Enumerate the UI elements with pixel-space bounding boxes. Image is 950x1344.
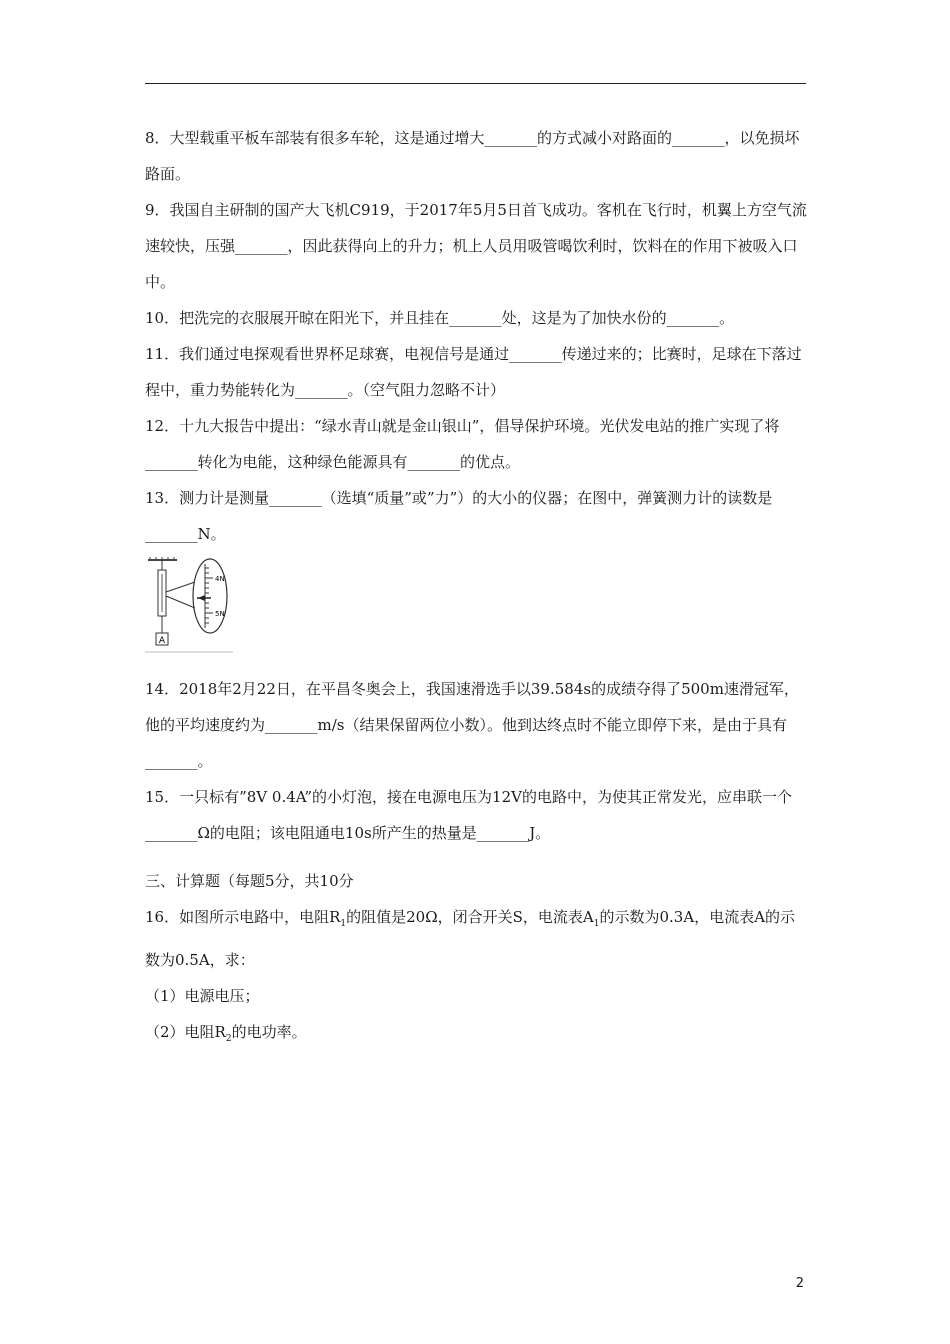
question-10: 10．把洗完的衣服展开晾在阳光下，并且挂在_______处，这是为了加快水份的_______。 bbox=[145, 309, 735, 327]
header-rule bbox=[145, 83, 806, 84]
section-heading: 三、计算题（每题5分，共10分 bbox=[145, 872, 354, 890]
page-number: 2 bbox=[795, 1276, 804, 1291]
q16-part2-text: 的电功率。 bbox=[231, 1023, 307, 1041]
spring-scale-figure bbox=[145, 556, 237, 654]
scale-label-5n: 5N bbox=[215, 610, 225, 618]
question-16 bbox=[145, 899, 807, 978]
question-8: 8．大型载重平板车部装有很多车轮，这是通过增大_______的方式减小对路面的_______，以免损坏路面。 bbox=[145, 129, 800, 183]
weight-label: A bbox=[158, 636, 166, 646]
question-13: 13．测力计是测量_______（选填“质量”或”力”）的大小的仪器；在图中，弹簧测力计的读数是_______N。 bbox=[145, 489, 773, 543]
q16-part2-text: （2）电阻R bbox=[145, 1023, 226, 1041]
zoom-ellipse bbox=[193, 559, 227, 633]
question-16-part-2 bbox=[145, 1014, 807, 1057]
q16-part2-sub: 2 bbox=[225, 1034, 232, 1044]
question-16-part-1: （1）电源电压； bbox=[145, 987, 260, 1005]
scale-label-4n: 4N bbox=[215, 575, 225, 583]
q16-text: 的示数为0.3A，电流表A的示数为0.5A，求： bbox=[145, 908, 796, 969]
question-9: 9．我国自主研制的国产大飞机C919，于2017年5月5日首飞成功。客机在飞行时，机翼上方空气流速较快，压强_______，因此获得向上的升力；机上人员用吸管喝饮利时，饮料在的作用下被吸入口中。 bbox=[145, 201, 807, 291]
zoom-line-top bbox=[166, 582, 195, 592]
zoom-line-bottom bbox=[166, 596, 195, 608]
question-14: 14．2018年2月22日，在平昌冬奥会上，我国速滑选手以39.584s的成绩夺得了500m速滑冠军，他的平均速度约为_______m/s（结果保留两位小数）。他到达终点时不能立即停下来，是由于具有_______。 bbox=[145, 680, 799, 770]
q16-text: 16．如图所示电路中，电阻R bbox=[145, 908, 341, 926]
q16-sub: 1 bbox=[593, 919, 600, 929]
q16-sub: 1 bbox=[340, 919, 347, 929]
q16-text: 的阻值是20Ω，闭合开关S，电流表A bbox=[346, 908, 594, 926]
question-11: 11．我们通过电探观看世界杯足球赛，电视信号是通过_______传递过来的；比赛时，足球在下落过程中，重力势能转化为_______。（空气阻力忽略不计） bbox=[145, 345, 802, 399]
question-15: 15．一只标有”8V 0.4A”的小灯泡，接在电源电压为12V的电路中，为使其正常发光，应串联一个_______Ω的电阻；该电阻通电10s所产生的热量是_______J。 bbox=[145, 788, 792, 842]
page-content bbox=[145, 120, 807, 1057]
question-12: 12．十九大报告中提出：“绿水青山就是金山银山”，倡导保护环境。光伏发电站的推广实现了将_______转化为电能，这种绿色能源具有_______的优点。 bbox=[145, 417, 780, 471]
